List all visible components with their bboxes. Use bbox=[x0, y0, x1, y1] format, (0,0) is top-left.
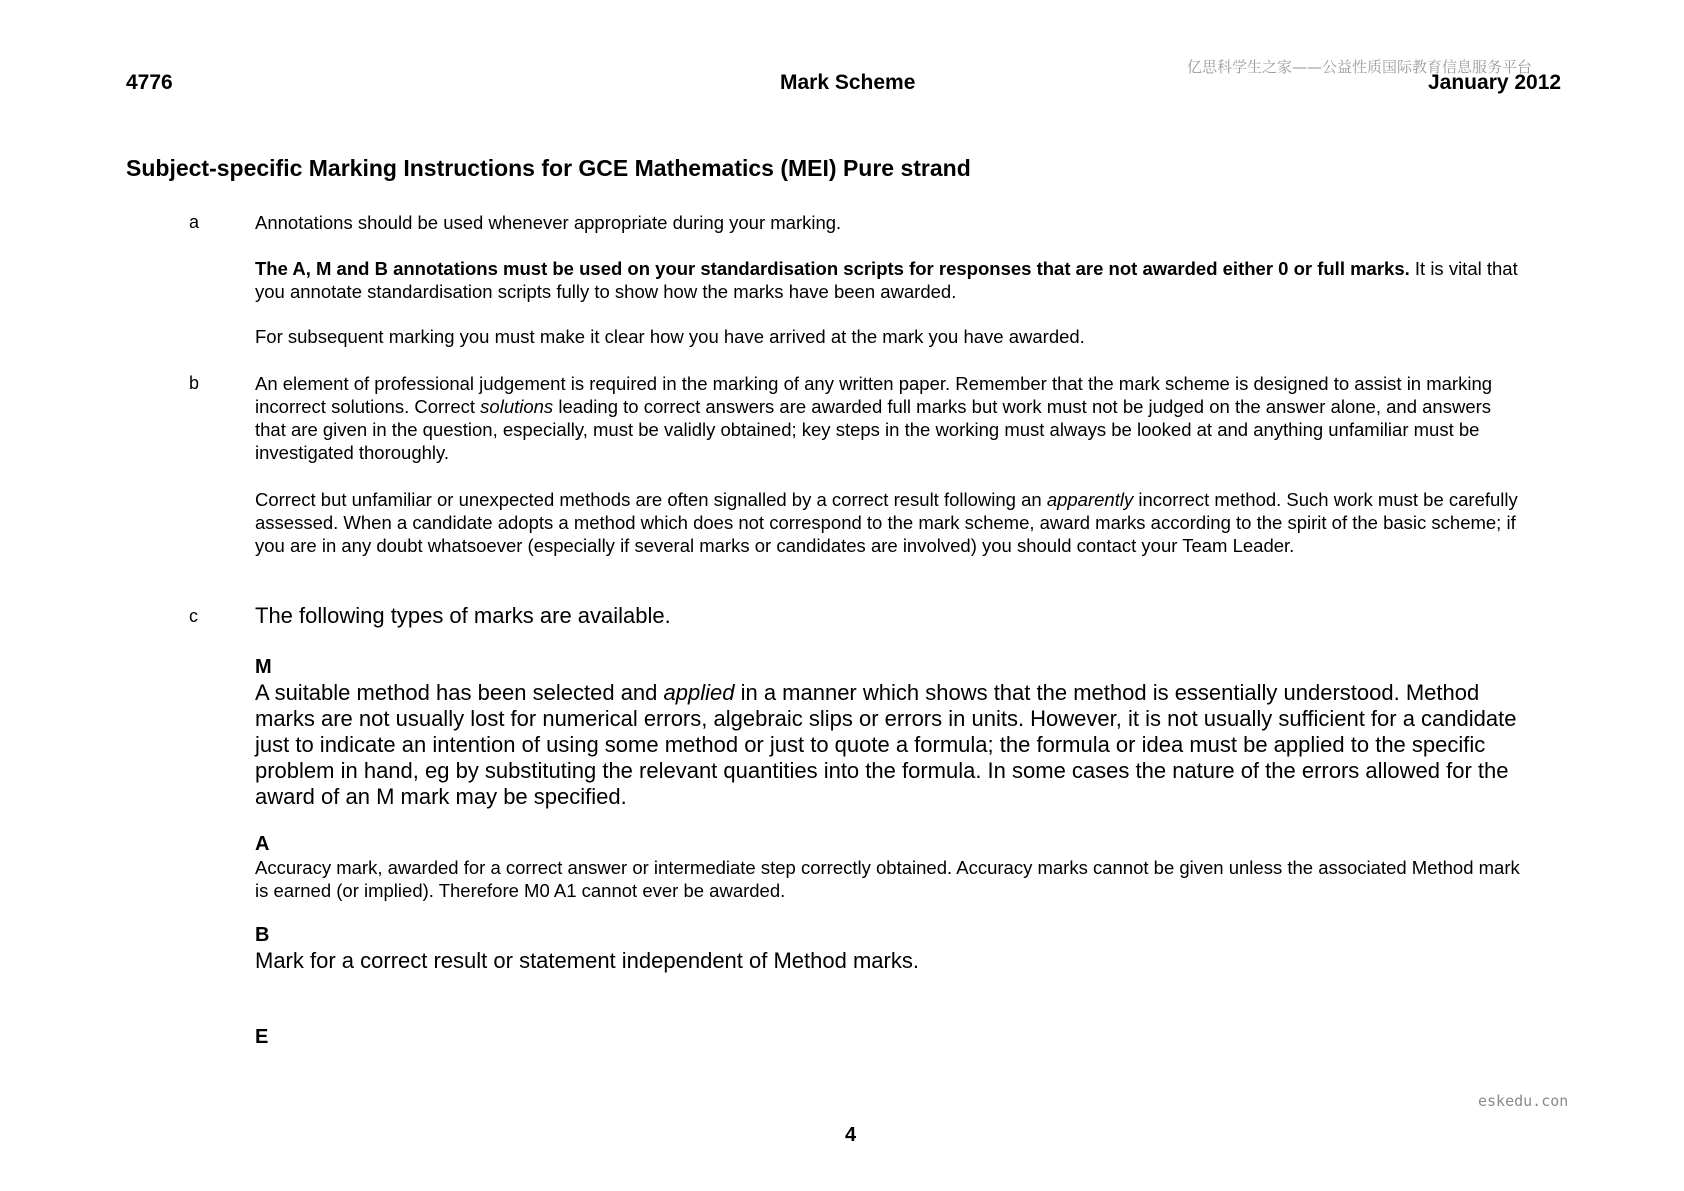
italic-solutions: solutions bbox=[480, 396, 554, 417]
italic-applied: applied bbox=[663, 680, 735, 705]
item-c-intro: The following types of marks are available. bbox=[255, 603, 671, 628]
top-watermark: 亿思科学生之家——公益性质国际教育信息服务平台 bbox=[1187, 58, 1533, 76]
item-marker-b: b bbox=[189, 373, 200, 393]
mark-type-m-heading: M bbox=[255, 656, 272, 678]
document-title: Mark Scheme bbox=[780, 71, 916, 94]
section-title: Subject-specific Marking Instructions for GCE Mathematics (MEI) Pure strand bbox=[126, 155, 971, 181]
mark-type-b-heading: B bbox=[255, 924, 270, 946]
exam-date: January 2012 bbox=[1428, 71, 1562, 94]
item-a-paragraph-2 bbox=[255, 257, 1520, 303]
bottom-watermark: eskedu.con bbox=[1478, 1092, 1569, 1110]
item-marker-c: c bbox=[189, 606, 198, 626]
page-number: 4 bbox=[845, 1124, 857, 1146]
mark-type-m-description: A suitable method has been selected and applied in a manner which shows that the method is essentially understood. Method marks are not usually lost for numerical errors, algebraic slips or errors in units. However, it is not usually sufficient for a candidate just to indicate an intention of using some method or just to quote a formula; the formula or idea must be applied to the specific problem in hand, eg by substituting the relevant quantities into the formula. In some cases the nature of the errors allowed for the award of an M mark may be specified. bbox=[255, 680, 1517, 809]
italic-apparently: apparently bbox=[1046, 489, 1134, 510]
item-marker-a: a bbox=[189, 212, 200, 232]
item-b-paragraph-1: An element of professional judgement is required in the marking of any written paper. Remember that the mark scheme is designed to assist in marking incorrect solutions. Correct solutions leading to correct answers are awarded full marks but work must not be judged on the answer alone, and answers that are given in the question, especially, must be validly obtained; key steps in the working must always be looked at and anything unfamiliar must be investigated thoroughly. bbox=[255, 373, 1493, 463]
item-a-bold-instruction: The A, M and B annotations must be used on your standardisation scripts for responses that are not awarded either 0 or full marks. bbox=[255, 258, 1410, 279]
paper-code: 4776 bbox=[126, 71, 173, 94]
item-a-paragraph-1: Annotations should be used whenever appropriate during your marking. bbox=[255, 212, 842, 233]
mark-type-b-description: Mark for a correct result or statement independent of Method marks. bbox=[255, 948, 919, 973]
item-a-instruction-rest: It is vital that you annotate standardisation scripts fully to show how the marks have been awarded. bbox=[255, 258, 1518, 302]
item-b-paragraph-2: Correct but unfamiliar or unexpected methods are often signalled by a correct result following an apparently incorrect method. Such work must be carefully assessed. When a candidate adopts a method which does not correspond to the mark scheme, award marks according to the spirit of the basic scheme; if you are in any doubt whatsoever (especially if several marks or candidates are involved) you should contact your Team Leader. bbox=[255, 489, 1518, 556]
mark-type-a-heading: A bbox=[255, 833, 270, 855]
mark-type-a-description: Accuracy mark, awarded for a correct answer or intermediate step correctly obtained. Accuracy marks cannot be given unless the associated Method mark is earned (or implied). Therefore M0 A1 cannot ever be awarded. bbox=[255, 857, 1520, 901]
item-a-paragraph-3: For subsequent marking you must make it clear how you have arrived at the mark you have awarded. bbox=[255, 326, 1085, 347]
mark-type-e-heading: E bbox=[255, 1026, 269, 1048]
